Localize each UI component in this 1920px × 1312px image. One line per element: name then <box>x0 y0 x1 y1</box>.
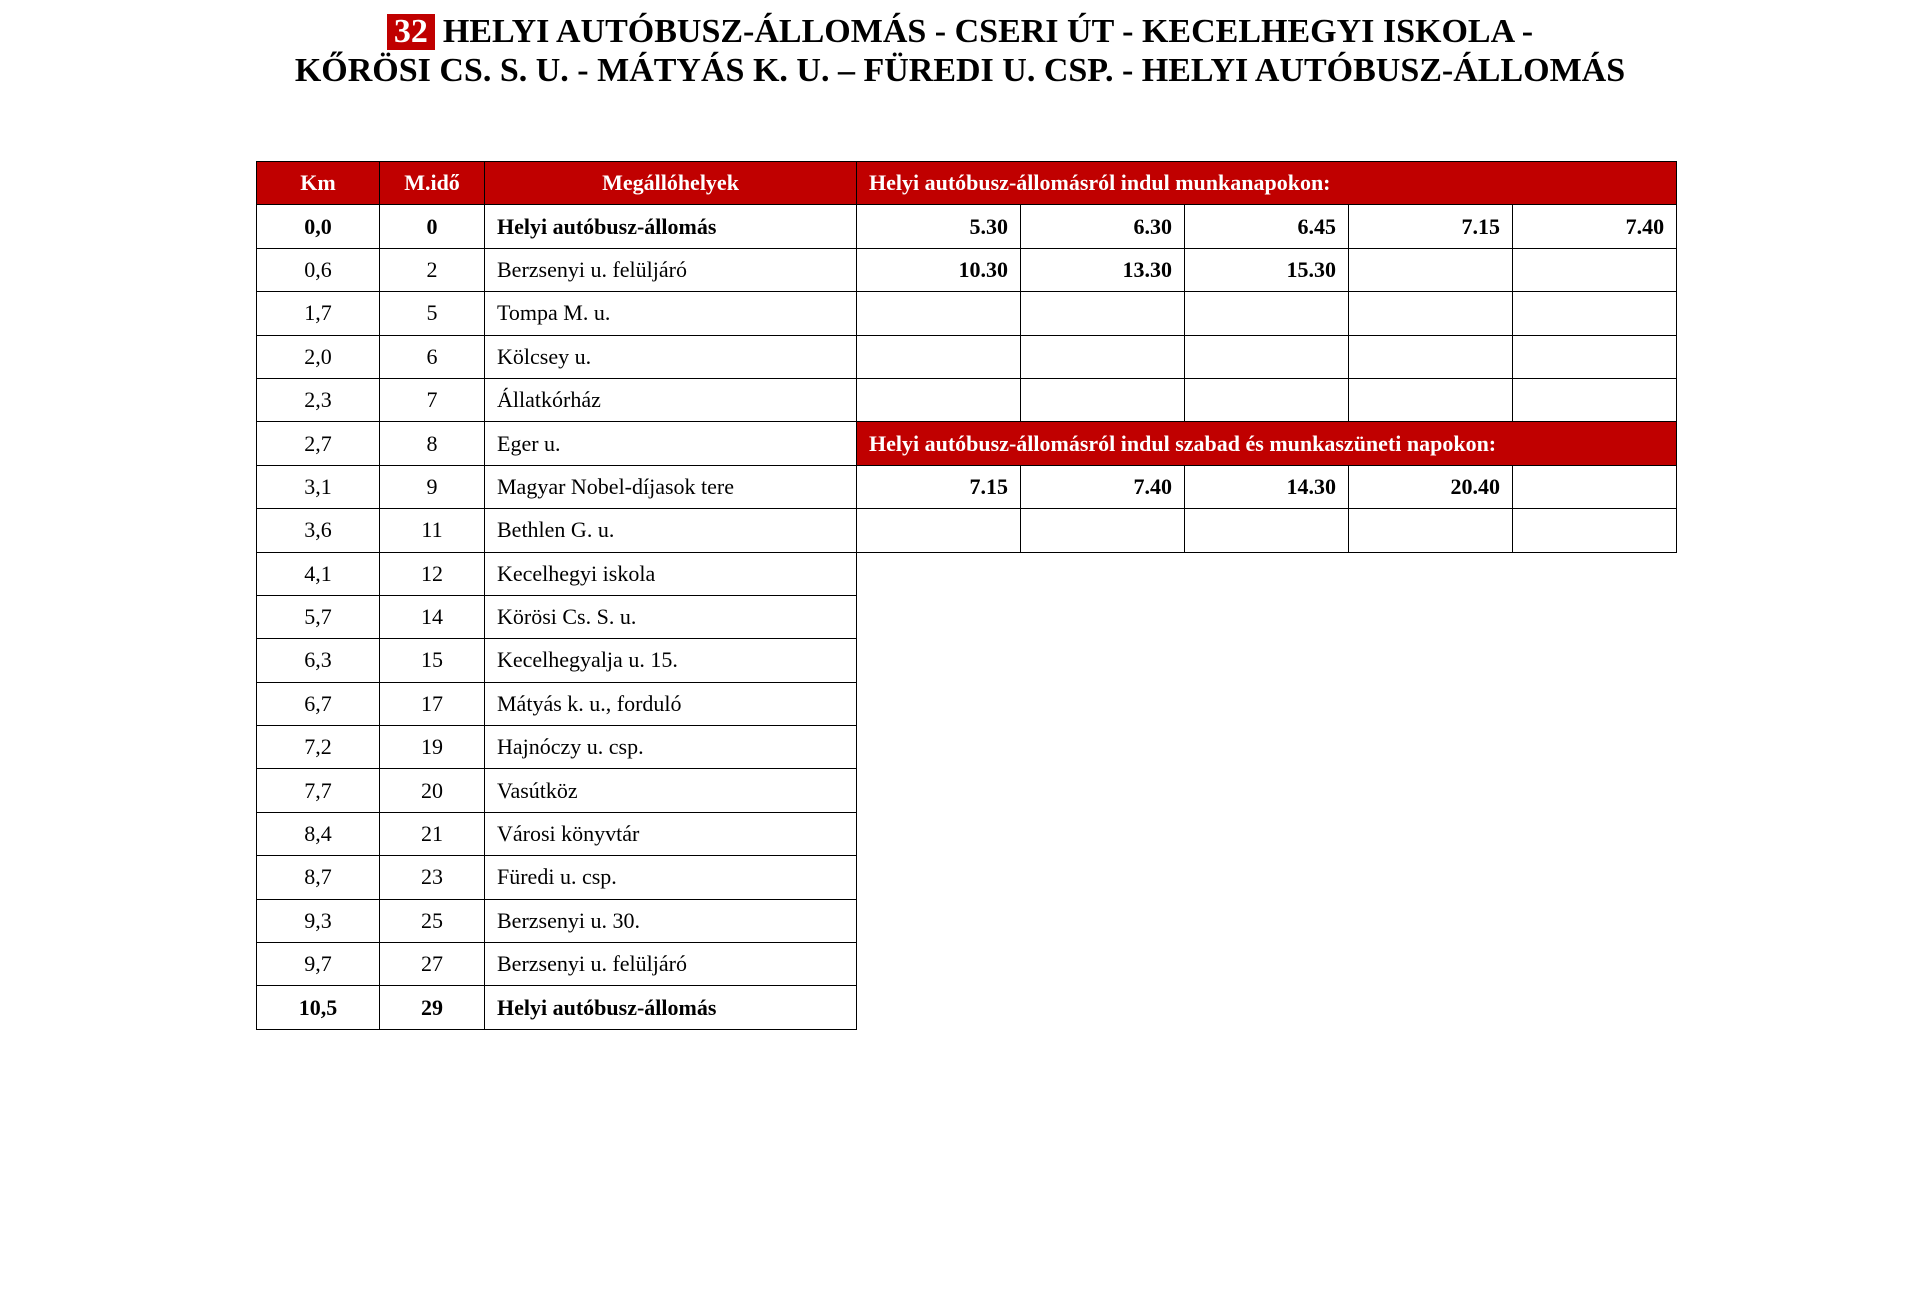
km-cell: 1,7 <box>257 292 380 335</box>
stop-name-cell: Helyi autóbusz-állomás <box>485 205 857 248</box>
timetable <box>256 161 1677 1030</box>
table-row <box>257 943 1677 986</box>
line-number-badge: 32 <box>387 14 435 50</box>
table-row <box>257 726 1677 769</box>
stop-name-cell: Eger u. <box>485 422 857 465</box>
weekday-departure-cell: 15.30 <box>1185 248 1349 291</box>
weekday-departures-header: Helyi autóbusz-állomásról indul munkanapokon: <box>857 162 1677 205</box>
weekday-departure-cell <box>1349 292 1513 335</box>
km-cell: 6,3 <box>257 639 380 682</box>
title-line-1 <box>0 12 1920 51</box>
stop-name-cell: Kecelhegyalja u. 15. <box>485 639 857 682</box>
weekend-departure-cell <box>1349 509 1513 552</box>
km-cell: 8,4 <box>257 812 380 855</box>
weekend-departure-cell <box>1021 509 1185 552</box>
empty-area <box>857 986 1677 1029</box>
weekend-departures-header: Helyi autóbusz-állomásról indul szabad és munkaszüneti napokon: <box>857 422 1677 465</box>
table-row <box>257 812 1677 855</box>
table-row <box>257 856 1677 899</box>
stop-name-cell: Tompa M. u. <box>485 292 857 335</box>
table-row <box>257 986 1677 1029</box>
weekday-departure-cell <box>1021 292 1185 335</box>
weekday-departure-cell <box>857 292 1021 335</box>
km-cell: 7,2 <box>257 726 380 769</box>
km-cell: 2,7 <box>257 422 380 465</box>
travel-time-cell: 25 <box>380 899 485 942</box>
km-cell: 3,6 <box>257 509 380 552</box>
km-cell: 4,1 <box>257 552 380 595</box>
weekday-departure-cell <box>1021 378 1185 421</box>
empty-area <box>857 552 1677 595</box>
table-row <box>257 248 1677 291</box>
km-cell: 6,7 <box>257 682 380 725</box>
km-cell: 2,0 <box>257 335 380 378</box>
table-row <box>257 335 1677 378</box>
table-row <box>257 509 1677 552</box>
km-cell: 8,7 <box>257 856 380 899</box>
empty-area <box>857 639 1677 682</box>
weekday-departure-cell <box>1513 292 1677 335</box>
table-row <box>257 205 1677 248</box>
weekday-departure-cell: 10.30 <box>857 248 1021 291</box>
km-cell: 7,7 <box>257 769 380 812</box>
stop-name-cell: Városi könyvtár <box>485 812 857 855</box>
stop-name-cell: Berzsenyi u. felüljáró <box>485 943 857 986</box>
table-row <box>257 899 1677 942</box>
stop-name-cell: Kölcsey u. <box>485 335 857 378</box>
weekday-departure-cell <box>1513 378 1677 421</box>
km-header: Km <box>257 162 380 205</box>
weekend-departure-cell <box>857 509 1021 552</box>
weekend-departure-cell <box>1513 509 1677 552</box>
travel-time-cell: 0 <box>380 205 485 248</box>
table-row <box>257 552 1677 595</box>
table-row <box>257 465 1677 508</box>
travel-time-cell: 15 <box>380 639 485 682</box>
weekday-departure-cell: 6.30 <box>1021 205 1185 248</box>
empty-area <box>857 682 1677 725</box>
timetable-body <box>257 162 1677 1030</box>
travel-time-cell: 2 <box>380 248 485 291</box>
weekend-departure-cell: 14.30 <box>1185 465 1349 508</box>
weekend-departure-cell <box>1513 465 1677 508</box>
weekday-departure-cell: 7.40 <box>1513 205 1677 248</box>
weekday-departure-cell <box>1185 378 1349 421</box>
km-cell: 9,7 <box>257 943 380 986</box>
travel-time-cell: 14 <box>380 595 485 638</box>
travel-time-header: M.idő <box>380 162 485 205</box>
travel-time-cell: 9 <box>380 465 485 508</box>
travel-time-cell: 5 <box>380 292 485 335</box>
travel-time-cell: 17 <box>380 682 485 725</box>
weekday-departure-cell <box>857 335 1021 378</box>
travel-time-cell: 6 <box>380 335 485 378</box>
table-row <box>257 422 1677 465</box>
header-row <box>257 162 1677 205</box>
title-text-1: HELYI AUTÓBUSZ-ÁLLOMÁS - CSERI ÚT - KECELHEGYI ISKOLA - <box>442 13 1534 50</box>
weekend-departure-cell: 7.40 <box>1021 465 1185 508</box>
travel-time-cell: 29 <box>380 986 485 1029</box>
stop-name-cell: Körösi Cs. S. u. <box>485 595 857 638</box>
empty-area <box>857 943 1677 986</box>
empty-area <box>857 726 1677 769</box>
travel-time-cell: 11 <box>380 509 485 552</box>
weekday-departure-cell <box>1349 335 1513 378</box>
title-line-2: KŐRÖSI CS. S. U. - MÁTYÁS K. U. – FÜREDI U. CSP. - HELYI AUTÓBUSZ-ÁLLOMÁS <box>294 52 1626 89</box>
empty-area <box>857 595 1677 638</box>
travel-time-cell: 21 <box>380 812 485 855</box>
travel-time-cell: 27 <box>380 943 485 986</box>
weekday-departure-cell: 5.30 <box>857 205 1021 248</box>
km-cell: 3,1 <box>257 465 380 508</box>
weekday-departure-cell <box>1349 248 1513 291</box>
weekday-departure-cell <box>1513 248 1677 291</box>
stop-name-cell: Kecelhegyi iskola <box>485 552 857 595</box>
travel-time-cell: 12 <box>380 552 485 595</box>
stop-name-cell: Bethlen G. u. <box>485 509 857 552</box>
weekday-departure-cell <box>1513 335 1677 378</box>
weekday-departure-cell <box>857 378 1021 421</box>
table-row <box>257 595 1677 638</box>
weekday-departure-cell: 7.15 <box>1349 205 1513 248</box>
stops-header: Megállóhelyek <box>485 162 857 205</box>
weekday-departure-cell <box>1349 378 1513 421</box>
empty-area <box>857 856 1677 899</box>
stop-name-cell: Berzsenyi u. 30. <box>485 899 857 942</box>
weekday-departure-cell <box>1185 335 1349 378</box>
stop-name-cell: Füredi u. csp. <box>485 856 857 899</box>
travel-time-cell: 23 <box>380 856 485 899</box>
weekend-departure-cell: 20.40 <box>1349 465 1513 508</box>
weekday-departure-cell <box>1021 335 1185 378</box>
weekday-departure-cell <box>1185 292 1349 335</box>
km-cell: 0,0 <box>257 205 380 248</box>
travel-time-cell: 8 <box>380 422 485 465</box>
stop-name-cell: Mátyás k. u., forduló <box>485 682 857 725</box>
km-cell: 2,3 <box>257 378 380 421</box>
travel-time-cell: 19 <box>380 726 485 769</box>
stop-name-cell: Berzsenyi u. felüljáró <box>485 248 857 291</box>
empty-area <box>857 769 1677 812</box>
table-row <box>257 378 1677 421</box>
km-cell: 9,3 <box>257 899 380 942</box>
empty-area <box>857 812 1677 855</box>
km-cell: 5,7 <box>257 595 380 638</box>
stop-name-cell: Magyar Nobel-díjasok tere <box>485 465 857 508</box>
stop-name-cell: Helyi autóbusz-állomás <box>485 986 857 1029</box>
empty-area <box>857 899 1677 942</box>
km-cell: 10,5 <box>257 986 380 1029</box>
weekday-departure-cell: 6.45 <box>1185 205 1349 248</box>
travel-time-cell: 7 <box>380 378 485 421</box>
stop-name-cell: Hajnóczy u. csp. <box>485 726 857 769</box>
table-row <box>257 292 1677 335</box>
weekend-departure-cell: 7.15 <box>857 465 1021 508</box>
table-row <box>257 682 1677 725</box>
table-row <box>257 769 1677 812</box>
km-cell: 0,6 <box>257 248 380 291</box>
table-row <box>257 639 1677 682</box>
weekday-departure-cell: 13.30 <box>1021 248 1185 291</box>
weekend-departure-cell <box>1185 509 1349 552</box>
stop-name-cell: Vasútköz <box>485 769 857 812</box>
page-title <box>0 12 1920 90</box>
stop-name-cell: Állatkórház <box>485 378 857 421</box>
travel-time-cell: 20 <box>380 769 485 812</box>
